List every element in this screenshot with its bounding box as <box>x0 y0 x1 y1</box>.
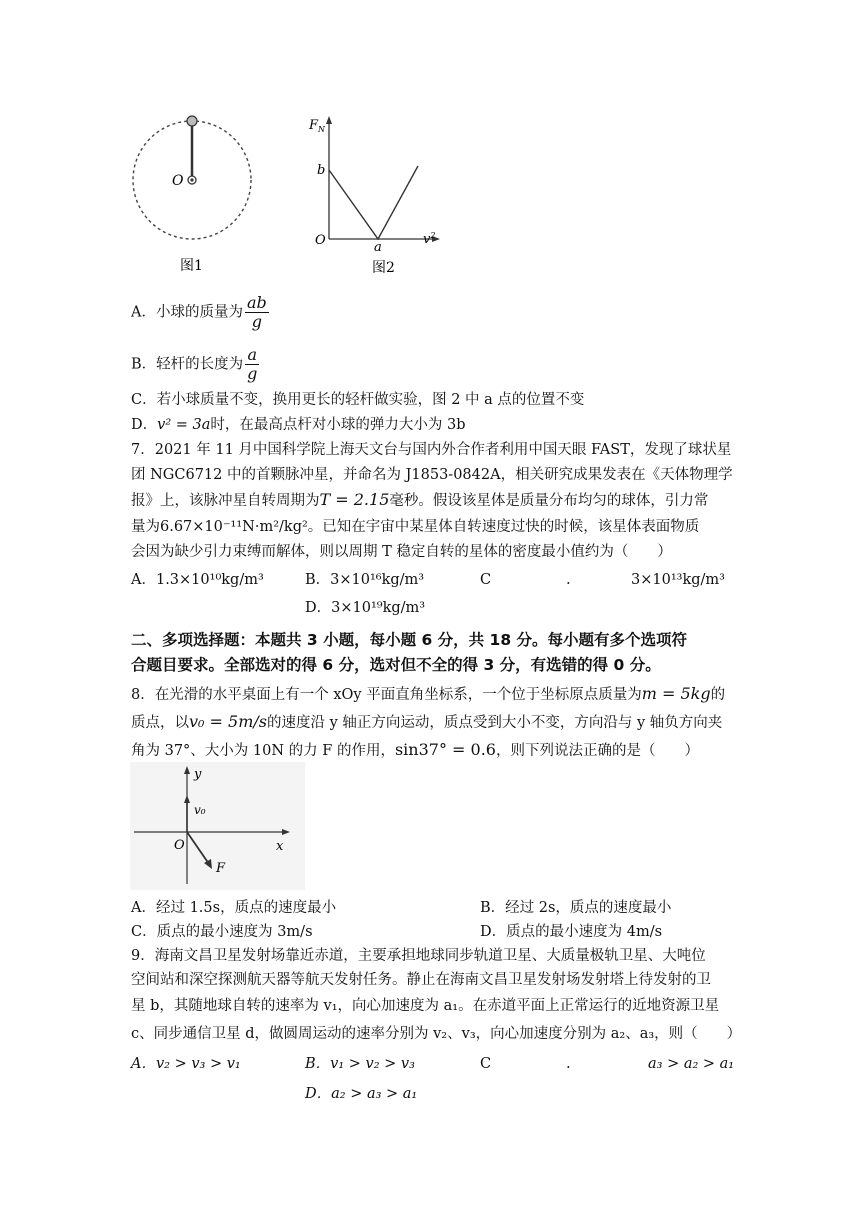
q7-option-d[interactable]: D．3×10¹⁹kg/m³ <box>305 600 426 616</box>
q9-line-1: 9．海南文昌卫星发射场靠近赤道，主要承担地球同步轨道卫星、大质量极轨卫星、大吨位 <box>131 948 706 964</box>
q7-option-c-value[interactable]: 3×10¹³kg/m³ <box>631 572 725 588</box>
q6-b-fraction: $\frac{a}{g}$ <box>247 345 258 383</box>
q6-option-a[interactable]: A．小球的质量为 $\frac{ab}{g}$ <box>131 293 267 331</box>
q8-fig-label-v0: v₀ <box>194 803 206 817</box>
q8-fig-label-y: y <box>194 767 202 782</box>
fig2-label-a: a <box>374 240 382 255</box>
q8-line-1: 8．在光滑的水平桌面上有一个 xOy 平面直角坐标系，一个位于坐标原点质量为m = 5kg的 <box>131 684 726 703</box>
q7-line-1: 7．2021 年 11 月中国科学院上海天文台与国内外合作者利用中国天眼 FAST，发现了球状星 <box>131 442 732 458</box>
q8-option-b[interactable]: B．经过 2s，质点的速度最小 <box>480 900 672 916</box>
q7-line-5: 会因为缺少引力束缚而解体，则以周期 T 稳定自转的星体的密度最小值约为（ ） <box>131 544 672 560</box>
q7-line-4: 量为6.67×10⁻¹¹N·m²/kg²。已知在宇宙中某星体自转速度过快的时候，该星体表面物质 <box>131 519 700 535</box>
q9-option-c-label[interactable]: C <box>480 1056 492 1072</box>
q8-fig-label-f: F <box>216 861 226 876</box>
figure-2-force-graph <box>300 112 450 287</box>
q6-option-d[interactable]: D．v² = 3a时，在最高点杆对小球的弹力大小为 3b <box>131 417 466 433</box>
q9-option-c-value[interactable]: a₃ > a₂ > a₁ <box>648 1056 735 1072</box>
q8-fig-label-x: x <box>276 839 284 854</box>
svg-text:v2 <box>423 231 435 247</box>
q9-option-b[interactable]: B．v₁ > v₂ > v₃ <box>305 1056 415 1072</box>
figure-1-circle-diagram <box>130 105 260 285</box>
q9-line-2: 空间站和深空探测航天器等航天发射任务。静止在海南文昌卫星发射场发射塔上待发射的卫 <box>131 972 711 988</box>
q6-option-b[interactable]: B．轻杆的长度为 $\frac{a}{g}$ <box>131 345 258 383</box>
q7-line-2: 团 NGC6712 中的首颗脉冲星，并命名为 J1853-0842A，相关研究成果发表在《天体物理学 <box>131 467 733 483</box>
fig2-label-fn-sub: N <box>318 125 326 134</box>
q6-a-fraction: $\frac{ab}{g}$ <box>246 293 267 331</box>
q9-option-d[interactable]: D．a₂ > a₃ > a₁ <box>305 1086 418 1102</box>
q8-option-a[interactable]: A．经过 1.5s，质点的速度最小 <box>131 900 337 916</box>
q7-option-c-dot: . <box>566 572 571 588</box>
q8-line-3: 角为 37°、大小为 10N 的力 F 的作用，sin37° = 0.6，则下列说法正确的是（ ） <box>131 740 699 759</box>
q8-option-c[interactable]: C．质点的最小速度为 3m/s <box>131 924 313 940</box>
q8-coordinate-figure <box>130 762 305 890</box>
fig2-label-fn: F <box>309 118 319 133</box>
section-2-heading-line-2: 合题目要求。全部选对的得 6 分，选对但不全的得 3 分，有选错的得 0 分。 <box>131 656 661 674</box>
fig1-caption: 图1 <box>180 258 203 274</box>
q8-line-2: 质点，以v₀ = 5m/s的速度沿 y 轴正方向运动，质点受到大小不变，方向沿与 y 轴负方向夹 <box>131 712 723 731</box>
q7-option-b[interactable]: B．3×10¹⁶kg/m³ <box>305 572 425 588</box>
q7-line-3: 报》上，该脉冲星自转周期为T = 2.15毫秒。假设该星体是质量分布均匀的球体，引力常 <box>131 490 709 509</box>
section-2-heading-line-1: 二、多项选择题：本题共 3 小题，每小题 6 分，共 18 分。每小题有多个选项符 <box>131 631 688 649</box>
svg-text:FN <box>308 118 326 134</box>
fig2-label-o: O <box>315 233 326 248</box>
fig2-label-v-sup: 2 <box>430 231 436 240</box>
q6-option-c[interactable]: C．若小球质量不变，换用更长的轻杆做实验，图 2 中 a 点的位置不变 <box>131 392 585 408</box>
q9-option-a[interactable]: A．v₂ > v₃ > v₁ <box>131 1056 241 1072</box>
q9-line-3: 星 b，其随地球自转的速率为 v₁，向心加速度为 a₁。在赤道平面上正常运行的近地资源卫星 <box>131 998 720 1014</box>
q8-fig-label-o: O <box>174 838 185 853</box>
q7-option-c-label[interactable]: C <box>480 572 492 588</box>
q8-option-d[interactable]: D．质点的最小速度为 4m/s <box>480 924 663 940</box>
fig1-label-o: O <box>172 173 184 189</box>
fig2-label-b: b <box>317 163 326 178</box>
q9-line-4: c、同步通信卫星 d，做圆周运动的速率分别为 v₂、v₃，向心加速度分别为 a₂、a₃，则（ ） <box>131 1026 742 1042</box>
q9-option-c-dot: . <box>566 1056 571 1072</box>
q7-option-a[interactable]: A．1.3×10¹⁰kg/m³ <box>131 572 264 588</box>
fig2-caption: 图2 <box>372 260 395 276</box>
fig2-label-v: v <box>423 232 431 247</box>
